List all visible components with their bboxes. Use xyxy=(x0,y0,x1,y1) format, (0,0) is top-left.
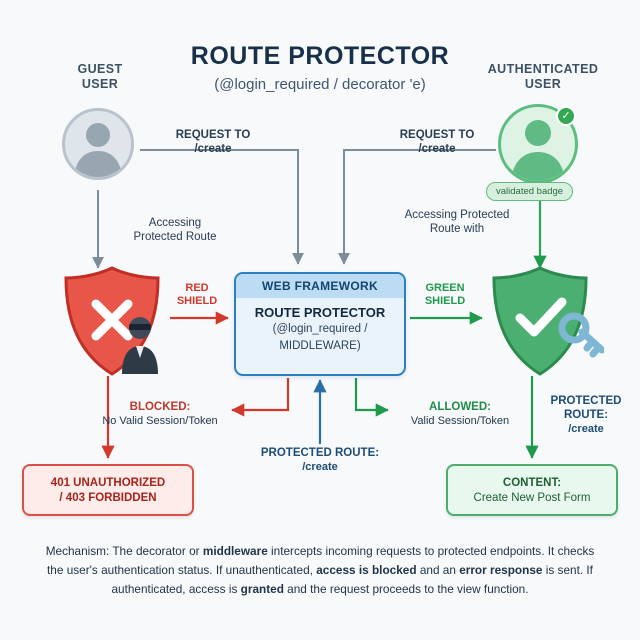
verified-check-icon: ✓ xyxy=(556,106,576,126)
page-title: ROUTE PROTECTOR xyxy=(190,42,450,70)
footer-part4: is sent. If authenticated, access is xyxy=(111,563,593,596)
auth-heading-line1: AUTHENTICATED xyxy=(487,62,599,76)
green-shield-label xyxy=(412,282,478,308)
validated-badge: validated badge xyxy=(486,182,573,201)
allowed-title: ALLOWED: xyxy=(429,401,491,413)
blocked-sub: No Valid Session/Token xyxy=(102,415,218,427)
error-line2: / 403 FORBIDDEN xyxy=(59,492,157,504)
red-shield-label xyxy=(168,282,226,308)
allowed-sub: Valid Session/Token xyxy=(410,415,510,427)
protected-route-right-line2: ROUTE: xyxy=(563,409,609,421)
content-sub: Create New Post Form xyxy=(473,492,591,504)
auth-access-line2: Route with xyxy=(429,223,485,235)
footer-part5: and the request proceeds to the view function. xyxy=(283,582,529,596)
guest-access-line1: Accessing xyxy=(148,217,202,229)
green-shield-line1: GREEN xyxy=(425,282,465,294)
content-title: CONTENT: xyxy=(502,477,562,489)
guest-request-line1: REQUEST TO xyxy=(175,129,251,141)
route-protector-title: ROUTE PROTECTOR xyxy=(254,305,386,320)
protected-route-right-sub: /create xyxy=(568,423,604,435)
blocked-title: BLOCKED: xyxy=(129,401,191,413)
green-shield-line2: SHIELD xyxy=(424,295,466,307)
page-subtitle: (@login_required / decorator 'e) xyxy=(214,76,426,93)
footer-part3: and an xyxy=(416,563,460,577)
auth-request-line1: REQUEST TO xyxy=(399,129,475,141)
guest-access-line2: Protected Route xyxy=(133,231,217,243)
footer-part2: intercepts incoming requests to protected endpoints. It checks the user's authentication status. If unauthenticated, xyxy=(47,544,595,577)
protected-route-right-label xyxy=(540,394,632,436)
guest-person-icon xyxy=(65,111,131,177)
guest-heading-line1: GUEST xyxy=(77,62,123,76)
green-shield-graphic xyxy=(482,266,604,383)
content-box xyxy=(446,464,618,516)
red-shield-line1: RED xyxy=(185,282,209,294)
blocked-label xyxy=(96,400,224,428)
error-line1: 401 UNAUTHORIZED xyxy=(50,477,166,489)
auth-access-label xyxy=(382,208,532,236)
protected-route-label xyxy=(244,446,396,474)
guest-access-label xyxy=(110,216,240,244)
route-protector-block xyxy=(238,304,402,355)
guest-request-line2: /create xyxy=(194,143,232,155)
route-protector-sub2: MIDDLEWARE) xyxy=(279,340,361,352)
guest-avatar xyxy=(62,108,134,180)
auth-heading-line2: USER xyxy=(524,77,562,91)
protected-route-right-line1: PROTECTED xyxy=(550,395,622,407)
protected-route-sub: /create xyxy=(302,461,338,473)
auth-access-line1: Accessing Protected xyxy=(404,209,510,221)
guest-user-heading xyxy=(40,62,160,92)
route-protector-sub1: (@login_required / xyxy=(272,323,368,335)
red-shield-graphic xyxy=(52,266,172,383)
footer-bold3: error response xyxy=(459,563,543,577)
auth-request-line2: /create xyxy=(418,143,456,155)
web-framework-header: WEB FRAMEWORK xyxy=(236,274,404,298)
allowed-label xyxy=(392,400,528,428)
footer-bold2: access is blocked xyxy=(316,563,417,577)
protected-route-title: PROTECTED ROUTE: xyxy=(260,447,380,459)
red-shield-line2: SHIELD xyxy=(176,295,218,307)
footer-bold4: granted xyxy=(240,582,284,596)
footer-bold1: middleware xyxy=(202,544,268,558)
footer-part1: Mechanism: The decorator or xyxy=(45,544,203,558)
auth-request-label xyxy=(382,128,492,156)
guest-request-label xyxy=(158,128,268,156)
error-response-box xyxy=(22,464,194,516)
guest-heading-line2: USER xyxy=(81,77,119,91)
footer-description xyxy=(42,542,598,599)
authenticated-user-heading xyxy=(478,62,608,92)
